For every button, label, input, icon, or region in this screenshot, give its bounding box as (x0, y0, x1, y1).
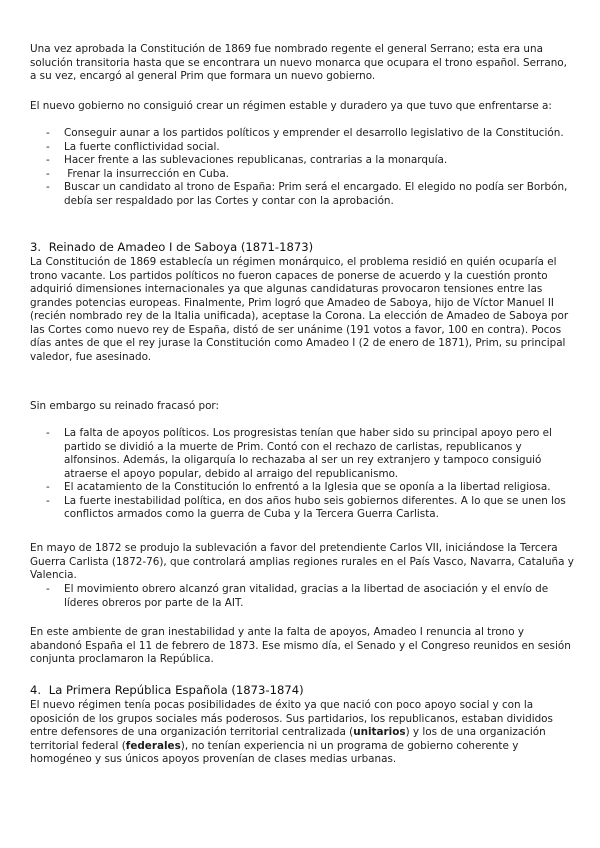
failure-intro: Sin embargo su reinado fracasó por: (30, 400, 220, 412)
list-item: - La falta de apoyos políticos. Los progresistas tenían que haber sido su principal apoyo pero el partido se dividió a la muerte de Prim. Contó con el rechazo de carlistas, republicanos y alfonsinos. Además, la oligarquía lo rechazaba al ser un rey extranjero y tampoco consiguió atraerse el apoyo popular, debido al arraigo del republicanismo. (30, 427, 574, 481)
failures-list (30, 427, 574, 522)
intro-paragraph: Una vez aprobada la Constitución de 1869 fue nombrado regente el general Serrano; esta era una solución transitoria hasta que se encontrara un nuevo monarca que ocupara el trono español. Serrano, a su vez, encargó al general Prim que formara un nuevo gobierno. (30, 43, 567, 82)
list-item: - Hacer frente a las sublevaciones republicanas, contrarias a la monarquía. (30, 154, 574, 168)
carlist-war-paragraph: En mayo de 1872 se produjo la sublevación a favor del pretendiente Carlos VII, iniciándose la Tercera Guerra Carlista (1872-76), que controlará amplias regiones rurales en el País Vasco, Navarra, Cataluña y Valencia. (30, 542, 574, 581)
unitarios-term: unitarios (353, 726, 406, 738)
list-item: - Conseguir aunar a los partidos políticos y emprender el desarrollo legislativo de la Constitución. (30, 127, 574, 141)
section-4-text-2: ) y los de una organización territorial federal ( (30, 726, 546, 752)
section-4-text-3: ), no tenían experiencia ni un programa de gobierno coherente y homogéneo y sus únicos apoyos provenían de clases medias urbanas. (30, 739, 519, 765)
section-4-heading (30, 683, 304, 698)
section-4-number: 4. (30, 683, 42, 697)
challenges-intro: El nuevo gobierno no consiguió crear un régimen estable y duradero ya que tuvo que enfrentarse a: (30, 100, 552, 112)
challenges-list (30, 127, 574, 208)
section-3-title: Reinado de Amadeo I de Saboya (1871-1873) (48, 240, 314, 254)
section-3-paragraph: La Constitución de 1869 establecía un régimen monárquico, el problema residió en quién ocuparía el trono vacante. Los partidos políticos no fueron capaces de ponerse de acuerdo y la cuestión pronto adquirió dimensiones internacionales ya que algunas candidaturas provocaron tensiones entre las grandes potencias europeas. Finalmente, Prim logró que Amadeo de Saboya, hijo de Víctor Manuel II (recién nombrado rey de la Italia unificada), aceptase la Corona. La elección de Amadeo de Saboya por las Cortes como nuevo rey de España, distó de ser unánime (191 votos a favor, 100 en contra). Pocos días antes de que el rey jurase la Constitución como Amadeo I (2 de enero de 1871), Prim, su principal valedor, fue asesinado. (30, 256, 569, 363)
abdication-paragraph: En este ambiente de gran inestabilidad y ante la falta de apoyos, Amadeo I renuncia al trono y abandonó España el 11 de febrero de 1873. Ese mismo día, el Senado y el Congreso reunidos en sesión conjunta proclamaron la República. (30, 626, 571, 665)
section-3-number: 3. (30, 240, 42, 254)
list-item: - El acatamiento de la Constitución lo enfrentó a la Iglesia que se oponía a la libertad religiosa. (30, 481, 574, 495)
list-item: - Buscar un candidato al trono de España: Prim será el encargado. El elegido no podía ser Borbón, debía ser respaldado por las Cortes y contar con la aprobación. (30, 181, 574, 208)
federales-term: federales (125, 739, 181, 752)
labor-list (30, 583, 574, 610)
section-4-title: La Primera República Española (1873-1874) (48, 683, 304, 697)
list-item: - La fuerte inestabilidad política, en dos años hubo seis gobiernos diferentes. A lo que se unen los conflictos armados como la guerra de Cuba y la Tercera Guerra Carlista. (30, 495, 574, 522)
list-item: - La fuerte conflictividad social. (30, 141, 574, 155)
list-item: - Frenar la insurrección en Cuba. (30, 168, 574, 182)
section-4-text-1: El nuevo régimen tenía pocas posibilidades de éxito ya que nació con poco apoyo social y con la oposición de los grupos sociales más poderosos. Sus partidarios, los republicanos, estaban divididos entre defensores de una organización territorial centralizada ( (30, 699, 553, 738)
section-4-paragraph (30, 699, 574, 767)
list-item: - El movimiento obrero alcanzó gran vitalidad, gracias a la libertad de asociación y el envío de líderes obreros por parte de la AIT. (30, 583, 574, 610)
section-3-heading (30, 240, 313, 255)
